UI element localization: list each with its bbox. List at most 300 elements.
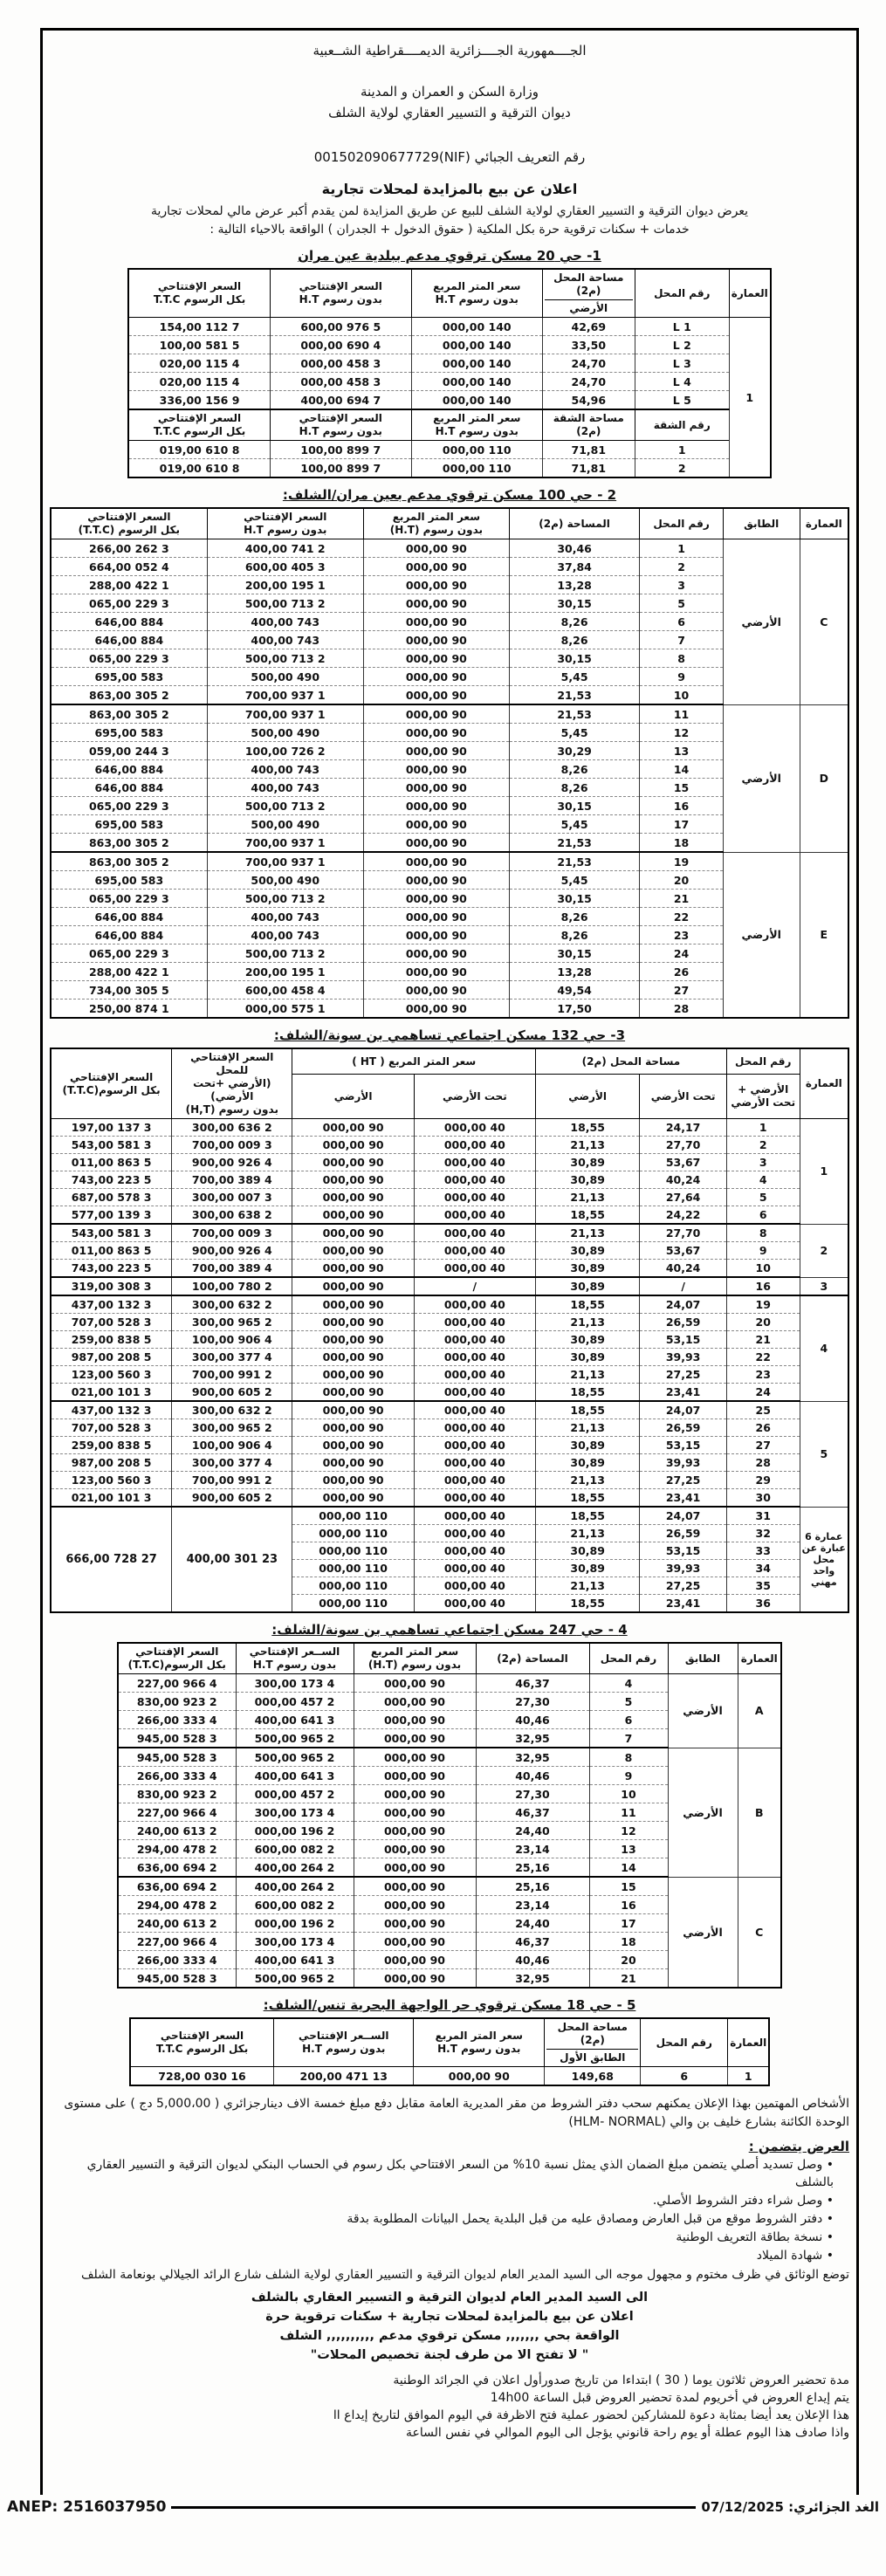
- table-row: [51, 1454, 848, 1472]
- cell: 90 000,00: [354, 1896, 476, 1914]
- cell: 4 389 700,00: [172, 1171, 292, 1189]
- cell: 5: [640, 594, 724, 613]
- cell: 3 244 059,00: [51, 742, 207, 760]
- cell: 4 906 100,00: [172, 1331, 292, 1349]
- cell: 1: [635, 441, 729, 459]
- nif-line: رقم التعريف الجبائي (NIF)001502090677729: [313, 149, 586, 165]
- cell: 149,68: [545, 2067, 641, 2086]
- cell: 19: [726, 1295, 800, 1314]
- cell: 40 000,00: [414, 1189, 535, 1206]
- cell: 90 000,00: [363, 649, 509, 668]
- cell: 21: [726, 1331, 800, 1349]
- cell: 36: [726, 1595, 800, 1613]
- cell: الأرضي: [668, 1877, 738, 1988]
- cell: 27,64: [640, 1189, 727, 1206]
- cell: 1: [728, 2067, 769, 2086]
- cell: 18,55: [535, 1206, 639, 1225]
- cell: 5: [726, 1189, 800, 1206]
- cell: 583 695,00: [51, 871, 207, 890]
- cell: 110 000,00: [292, 1560, 414, 1577]
- table-row: [118, 1748, 781, 1767]
- cell: 27: [726, 1437, 800, 1454]
- cell: 2 196 000,00: [236, 1914, 354, 1933]
- cell: 1 195 200,00: [207, 576, 363, 594]
- cell: 23,14: [476, 1840, 589, 1858]
- cell: 42,69: [542, 318, 635, 336]
- cell: 90 000,00: [354, 1674, 476, 1693]
- cell: 40,46: [476, 1711, 589, 1729]
- cell: 6: [641, 2067, 728, 2086]
- cell: 40 000,00: [414, 1454, 535, 1472]
- cell: 583 695,00: [51, 815, 207, 834]
- cell: B: [738, 1748, 781, 1877]
- cell: 40 000,00: [414, 1560, 535, 1577]
- cell: 3 229 065,00: [51, 797, 207, 815]
- cell: 2 613 240,00: [118, 1822, 236, 1840]
- cell: 90 000,00: [354, 1803, 476, 1822]
- cell: E: [800, 852, 848, 1018]
- cell: 2 264 400,00: [236, 1877, 354, 1896]
- cell: 3 560 123,00: [51, 1366, 172, 1384]
- cell: 40 000,00: [414, 1206, 535, 1225]
- header-shop-number-sub: الأرضي + تحت الأرضي: [726, 1075, 800, 1119]
- cell: 18,55: [535, 1595, 639, 1613]
- cell: 4: [726, 1171, 800, 1189]
- cell: 2 632 300,00: [172, 1401, 292, 1419]
- intro-line-1: يعرض ديوان الترقية و التسيير العقاري لولاية الشلف للبيع عن طريق المزايدة لمن يقدم أكبر عرض مالي لمحلات تجارية: [150, 204, 749, 218]
- cell: 8,26: [509, 631, 639, 649]
- cell: 40,46: [476, 1767, 589, 1785]
- cell: 11: [640, 704, 724, 724]
- offer-bullet: • دفتر الشروط موقع من قبل العارض ومصادق عليه من قبل البلدية يحمل البيانات المطلوبة بدقة: [347, 2212, 834, 2226]
- cell: 10: [726, 1260, 800, 1278]
- cell: 4 333 266,00: [118, 1711, 236, 1729]
- cell: 20: [640, 871, 724, 890]
- cell: 90 000,00: [292, 1349, 414, 1366]
- cell: 21,53: [509, 852, 639, 871]
- header-opening-ttc: السعر الإفتتاحي بكل الرسوم(T.T.C): [51, 1048, 172, 1119]
- cell: 90 000,00: [363, 724, 509, 742]
- table-1-body: [128, 318, 770, 478]
- header-area: المساحة (م2): [476, 1643, 589, 1674]
- cell: L 5: [635, 391, 729, 410]
- cell: 40 000,00: [414, 1137, 535, 1154]
- cell: 2 965 300,00: [172, 1314, 292, 1331]
- cell: 21,53: [509, 686, 639, 705]
- cell: 140 000,00: [411, 373, 542, 391]
- cell: 5: [589, 1693, 668, 1711]
- cell: 3 132 437,00: [51, 1401, 172, 1419]
- address-line: الى السيد المدير العام لديوان الترقية و التسيير العقاري بالشلف: [251, 2291, 649, 2305]
- cell: 27,30: [476, 1785, 589, 1803]
- cell: 90 000,00: [292, 1401, 414, 1419]
- cell: 2 638 300,00: [172, 1206, 292, 1225]
- cell: 26,59: [640, 1314, 727, 1331]
- cell: 27,25: [640, 1472, 727, 1489]
- cell: L 4: [635, 373, 729, 391]
- cell: 3 578 687,00: [51, 1189, 172, 1206]
- envelope-address-block: [50, 2288, 849, 2365]
- cell: 90 000,00: [292, 1277, 414, 1295]
- cell: 32: [726, 1525, 800, 1542]
- cell: 90 000,00: [363, 908, 509, 926]
- cell: 21,13: [535, 1137, 639, 1154]
- cell: C: [738, 1877, 781, 1988]
- header-cell: السعر الإفتتاحي بكل الرسوم T.T.C: [128, 409, 270, 441]
- cell: 743 400,00: [207, 779, 363, 797]
- cell: 24,07: [640, 1295, 727, 1314]
- cell: /: [640, 1277, 727, 1295]
- cell: 27,25: [640, 1366, 727, 1384]
- cell: 2: [726, 1137, 800, 1154]
- cell: 1: [640, 539, 724, 558]
- deadline-line: يتم إيداع العروض في أخريوم لمدة تحضير العروض قبل الساعة 14h00: [490, 2391, 849, 2405]
- cell: 12: [589, 1822, 668, 1840]
- cell: 10: [589, 1785, 668, 1803]
- cell: 90 000,00: [354, 1748, 476, 1767]
- header-opening-ttc: السعر الإفتتاحي بكل الرسوم T.T.C: [130, 2018, 274, 2067]
- cell: 3 139 577,00: [51, 1206, 172, 1225]
- cell: 30,89: [535, 1349, 639, 1366]
- header-cell: سعر المتر المربع بدون رسوم H.T: [411, 409, 542, 441]
- cell: 29: [726, 1472, 800, 1489]
- table-1-header-row: [128, 269, 770, 318]
- cell: 90 000,00: [354, 1840, 476, 1858]
- table-2-body: [51, 539, 848, 1019]
- cell: 21,53: [509, 834, 639, 853]
- cell: 24,40: [476, 1822, 589, 1840]
- cell: 140 000,00: [411, 391, 542, 410]
- table-3-bensouna-132: [50, 1048, 849, 1613]
- cell: 18: [640, 834, 724, 853]
- cell: 20: [589, 1951, 668, 1969]
- cell: 4 333 266,00: [118, 1767, 236, 1785]
- cell: 90 000,00: [363, 852, 509, 871]
- cell: 2 991 700,00: [172, 1472, 292, 1489]
- table-row: [118, 1877, 781, 1896]
- cell: 7: [640, 631, 724, 649]
- table-row: [51, 1224, 848, 1242]
- header-area: المساحة (م2): [509, 508, 639, 539]
- cell: 90 000,00: [354, 1767, 476, 1785]
- document-frame: [40, 28, 859, 2495]
- cell: 24,07: [640, 1401, 727, 1419]
- cell: 40 000,00: [414, 1437, 535, 1454]
- cell: 4 052 664,00: [51, 558, 207, 576]
- cell: 40 000,00: [414, 1331, 535, 1349]
- section-3-title: 3- حي 132 مسكن اجتماعي تساهمي بن سونة/الشلف:: [273, 1027, 626, 1043]
- cell: 40 000,00: [414, 1401, 535, 1419]
- cell: 4 690 000,00: [270, 336, 411, 354]
- cell: 13: [640, 742, 724, 760]
- cell: 2 991 700,00: [172, 1366, 292, 1384]
- newspaper-date: الغد الجزائري: 07/12/2025: [701, 2499, 879, 2515]
- cell: 90 000,00: [292, 1224, 414, 1242]
- cell: 3: [800, 1277, 848, 1295]
- header-area: مساحة المحل (م2) الطابق الأول: [545, 2018, 641, 2067]
- cell: 18,55: [535, 1295, 639, 1314]
- cell: 90 000,00: [292, 1437, 414, 1454]
- cell: 18,55: [535, 1119, 639, 1137]
- cell: 30,89: [535, 1171, 639, 1189]
- cell: 583 695,00: [51, 724, 207, 742]
- cell: 2 636 300,00: [172, 1119, 292, 1137]
- header-shop-number: رقم المحل: [640, 508, 724, 539]
- header-building: العمارة: [729, 269, 770, 318]
- cell: 1 874 250,00: [51, 999, 207, 1019]
- cell: 3 528 707,00: [51, 1419, 172, 1437]
- header-area: مساحة المحل (م2) الأرضي: [542, 269, 635, 318]
- cell: 8,26: [509, 613, 639, 631]
- cell: 53,15: [640, 1437, 727, 1454]
- cell: 3 641 400,00: [236, 1767, 354, 1785]
- table-row: [128, 441, 770, 459]
- table-row: [51, 852, 848, 871]
- table-5-body: [130, 2067, 769, 2086]
- table-row: [51, 1277, 848, 1295]
- cell: 30: [726, 1489, 800, 1508]
- table-row: [128, 354, 770, 373]
- cell: 4 377 300,00: [172, 1454, 292, 1472]
- cell: 4 333 266,00: [118, 1951, 236, 1969]
- table-row: [51, 1314, 848, 1331]
- cell: 4 926 900,00: [172, 1242, 292, 1260]
- cell: 40 000,00: [414, 1507, 535, 1525]
- cell: 14: [589, 1858, 668, 1878]
- cell: 6: [589, 1711, 668, 1729]
- cell: 40 000,00: [414, 1260, 535, 1278]
- cell: 30,15: [509, 890, 639, 908]
- cell: 22: [640, 908, 724, 926]
- header-opening-ht: الســعر الإفتتاحي بدون رسوم H.T: [236, 1643, 354, 1674]
- table-row: [51, 1206, 848, 1225]
- cell: 2 923 830,00: [118, 1785, 236, 1803]
- cell: 2: [640, 558, 724, 576]
- header-opening-ht: السعر الإفتتاحي للمحل (الأرضي +تحت الأرضي) بدون رسوم (H,T): [172, 1048, 292, 1119]
- cell: 25,16: [476, 1877, 589, 1896]
- cell: 90 000,00: [292, 1137, 414, 1154]
- table-row: [128, 409, 770, 441]
- cell: 90 000,00: [292, 1154, 414, 1171]
- cell: 9 156 336,00: [128, 391, 270, 410]
- cell: 30,89: [535, 1437, 639, 1454]
- offer-includes-title: العرض يتضمن :: [748, 2139, 849, 2154]
- cell: 490 500,00: [207, 815, 363, 834]
- cell: 16: [640, 797, 724, 815]
- divider-rule: [171, 2506, 696, 2509]
- cell: 23,41: [640, 1489, 727, 1508]
- cell: 40 000,00: [414, 1384, 535, 1402]
- cell: 2 965 500,00: [236, 1729, 354, 1748]
- cell: 4 377 300,00: [172, 1349, 292, 1366]
- cell: 90 000,00: [363, 576, 509, 594]
- cell: 5 976 600,00: [270, 318, 411, 336]
- header-opening-ttc: السعر الإفتتاحي بكل الرسوم (T.T.C): [51, 508, 207, 539]
- cell: الأرضي: [668, 1748, 738, 1877]
- header-shop-number: رقم المحل: [589, 1643, 668, 1674]
- cell: 7 694 400,00: [270, 391, 411, 410]
- cell: 53,15: [640, 1542, 727, 1560]
- cell: 3 528 945,00: [118, 1969, 236, 1989]
- cell: 30,89: [535, 1154, 639, 1171]
- cell: 32,95: [476, 1729, 589, 1748]
- cell: 1 422 288,00: [51, 576, 207, 594]
- cell: 8,26: [509, 926, 639, 945]
- cell: 2 713 500,00: [207, 649, 363, 668]
- cell: 8 610 019,00: [128, 441, 270, 459]
- cell: 2 965 300,00: [172, 1419, 292, 1437]
- cell: 24,07: [640, 1507, 727, 1525]
- cell: 9: [589, 1767, 668, 1785]
- cell: 40 000,00: [414, 1542, 535, 1560]
- cell: 3 229 065,00: [51, 945, 207, 963]
- cell: 5: [800, 1401, 848, 1507]
- cell: 90 000,00: [292, 1472, 414, 1489]
- cell: 3: [726, 1154, 800, 1171]
- cell: 1: [726, 1119, 800, 1137]
- header-cell: مساحة الشقة (م2): [542, 409, 635, 441]
- republic-line: الجــــمهورية الجــــزائرية الديمــــقراطية الشــعبية: [313, 43, 587, 58]
- table-row: [51, 1171, 848, 1189]
- cell: 30,89: [535, 1560, 639, 1577]
- header-area-group: مساحة المحل (م2): [535, 1048, 726, 1075]
- cell: 16 030 728,00: [130, 2067, 274, 2086]
- cell: 46,37: [476, 1803, 589, 1822]
- table-row: [128, 318, 770, 336]
- cell: 110 000,00: [292, 1577, 414, 1595]
- cell: 90 000,00: [292, 1260, 414, 1278]
- cell: 90 000,00: [292, 1419, 414, 1437]
- table-row: [51, 704, 848, 724]
- header-building: العمارة: [800, 1048, 848, 1119]
- cell: 90 000,00: [363, 815, 509, 834]
- cell: 90 000,00: [354, 1785, 476, 1803]
- cell: 4 173 300,00: [236, 1803, 354, 1822]
- cell: 21,13: [535, 1577, 639, 1595]
- cell: 90 000,00: [292, 1206, 414, 1225]
- cell: 30,89: [535, 1277, 639, 1295]
- cell: 6: [726, 1206, 800, 1225]
- cell: 32,95: [476, 1748, 589, 1767]
- cell: 5 863 011,00: [51, 1154, 172, 1171]
- table-row: [51, 1489, 848, 1508]
- cell: 2 923 830,00: [118, 1693, 236, 1711]
- cell: 90 000,00: [363, 742, 509, 760]
- cell: 5 863 011,00: [51, 1242, 172, 1260]
- cell: 46,37: [476, 1933, 589, 1951]
- cell: 30,15: [509, 594, 639, 613]
- cell: 40 000,00: [414, 1419, 535, 1437]
- offer-bullet: • وصل شراء دفتر الشروط الأصلي.: [652, 2194, 834, 2208]
- cell: 40 000,00: [414, 1154, 535, 1171]
- table-row: [130, 2067, 769, 2086]
- table-row: [51, 1189, 848, 1206]
- cell: 5 581 100,00: [128, 336, 270, 354]
- cell: 3 007 300,00: [172, 1189, 292, 1206]
- cell: 90 000,00: [363, 779, 509, 797]
- cell: 4: [800, 1295, 848, 1401]
- cell: 2 741 400,00: [207, 539, 363, 558]
- cell: 17: [640, 815, 724, 834]
- cell: 2 305 863,00: [51, 686, 207, 705]
- header-sqm-price: سعر المتر المربع بدون رسوم H.T: [414, 2018, 545, 2067]
- header-opening-ttc: السعر الإفتتاحي بكل الرسوم(T.T.C): [118, 1643, 236, 1674]
- table-row: [51, 539, 848, 558]
- cell: 90 000,00: [354, 1914, 476, 1933]
- cell: 12: [640, 724, 724, 742]
- cell: 24: [726, 1384, 800, 1402]
- cell: 884 646,00: [51, 613, 207, 631]
- cell: 26,59: [640, 1525, 727, 1542]
- cell: 2 613 240,00: [118, 1914, 236, 1933]
- cell: 5 208 987,00: [51, 1349, 172, 1366]
- cell: 2 965 500,00: [236, 1748, 354, 1767]
- cell: 4 115 020,00: [128, 373, 270, 391]
- cell: 1 195 200,00: [207, 963, 363, 981]
- cell: 90 000,00: [292, 1454, 414, 1472]
- cell: 4 389 700,00: [172, 1260, 292, 1278]
- cell: 2 694 636,00: [118, 1877, 236, 1896]
- table-5-tenes-18: [129, 2017, 770, 2086]
- cell: 90 000,00: [354, 1858, 476, 1878]
- cell: 71,81: [542, 459, 635, 478]
- cell: 3 581 543,00: [51, 1137, 172, 1154]
- header-opening-ht: السعر الإفتتاحي بدون رسوم H.T: [270, 269, 411, 318]
- cell: 5 208 987,00: [51, 1454, 172, 1472]
- cell: 30,15: [509, 945, 639, 963]
- cell: 90 000,00: [292, 1366, 414, 1384]
- intro-paragraph: [50, 203, 849, 239]
- cell: 743 400,00: [207, 631, 363, 649]
- cell: 46,37: [476, 1674, 589, 1693]
- cell: 2 605 900,00: [172, 1384, 292, 1402]
- cell: 24,40: [476, 1914, 589, 1933]
- cell: 2 632 300,00: [172, 1295, 292, 1314]
- cell: 27,70: [640, 1224, 727, 1242]
- cell: 90 000,00: [363, 926, 509, 945]
- cell: 8: [589, 1748, 668, 1767]
- cell: 13 471 200,00: [274, 2067, 414, 2086]
- cell: 20: [726, 1314, 800, 1331]
- cell: 4: [589, 1674, 668, 1693]
- table-row: [128, 336, 770, 354]
- cell: 26: [726, 1419, 800, 1437]
- cell: 490 500,00: [207, 724, 363, 742]
- cell: 18,55: [535, 1507, 639, 1525]
- cell: 5 305 734,00: [51, 981, 207, 999]
- cell: 8: [726, 1224, 800, 1242]
- cell: 90 000,00: [363, 834, 509, 853]
- cell: 3 528 945,00: [118, 1748, 236, 1767]
- offer-bullet: • شهادة الميلاد: [756, 2249, 834, 2263]
- ministry-line: وزارة السكن و العمران و المدينة: [360, 84, 539, 100]
- cell: 7 899 100,00: [270, 441, 411, 459]
- cell: 743 400,00: [207, 926, 363, 945]
- cell: C: [800, 539, 848, 705]
- cell: 5 223 743,00: [51, 1171, 172, 1189]
- cell: 24,70: [542, 373, 635, 391]
- cell: 23,14: [476, 1896, 589, 1914]
- cell: الأرضي: [668, 1674, 738, 1748]
- cell: 2 780 100,00: [172, 1277, 292, 1295]
- table-3-header-row-1: [51, 1048, 848, 1075]
- cell: 90 000,00: [292, 1171, 414, 1189]
- cell: 40 000,00: [414, 1489, 535, 1508]
- cell: 2 713 500,00: [207, 594, 363, 613]
- cell: 90 000,00: [354, 1711, 476, 1729]
- cell: 4 966 227,00: [118, 1803, 236, 1822]
- cell: 31: [726, 1507, 800, 1525]
